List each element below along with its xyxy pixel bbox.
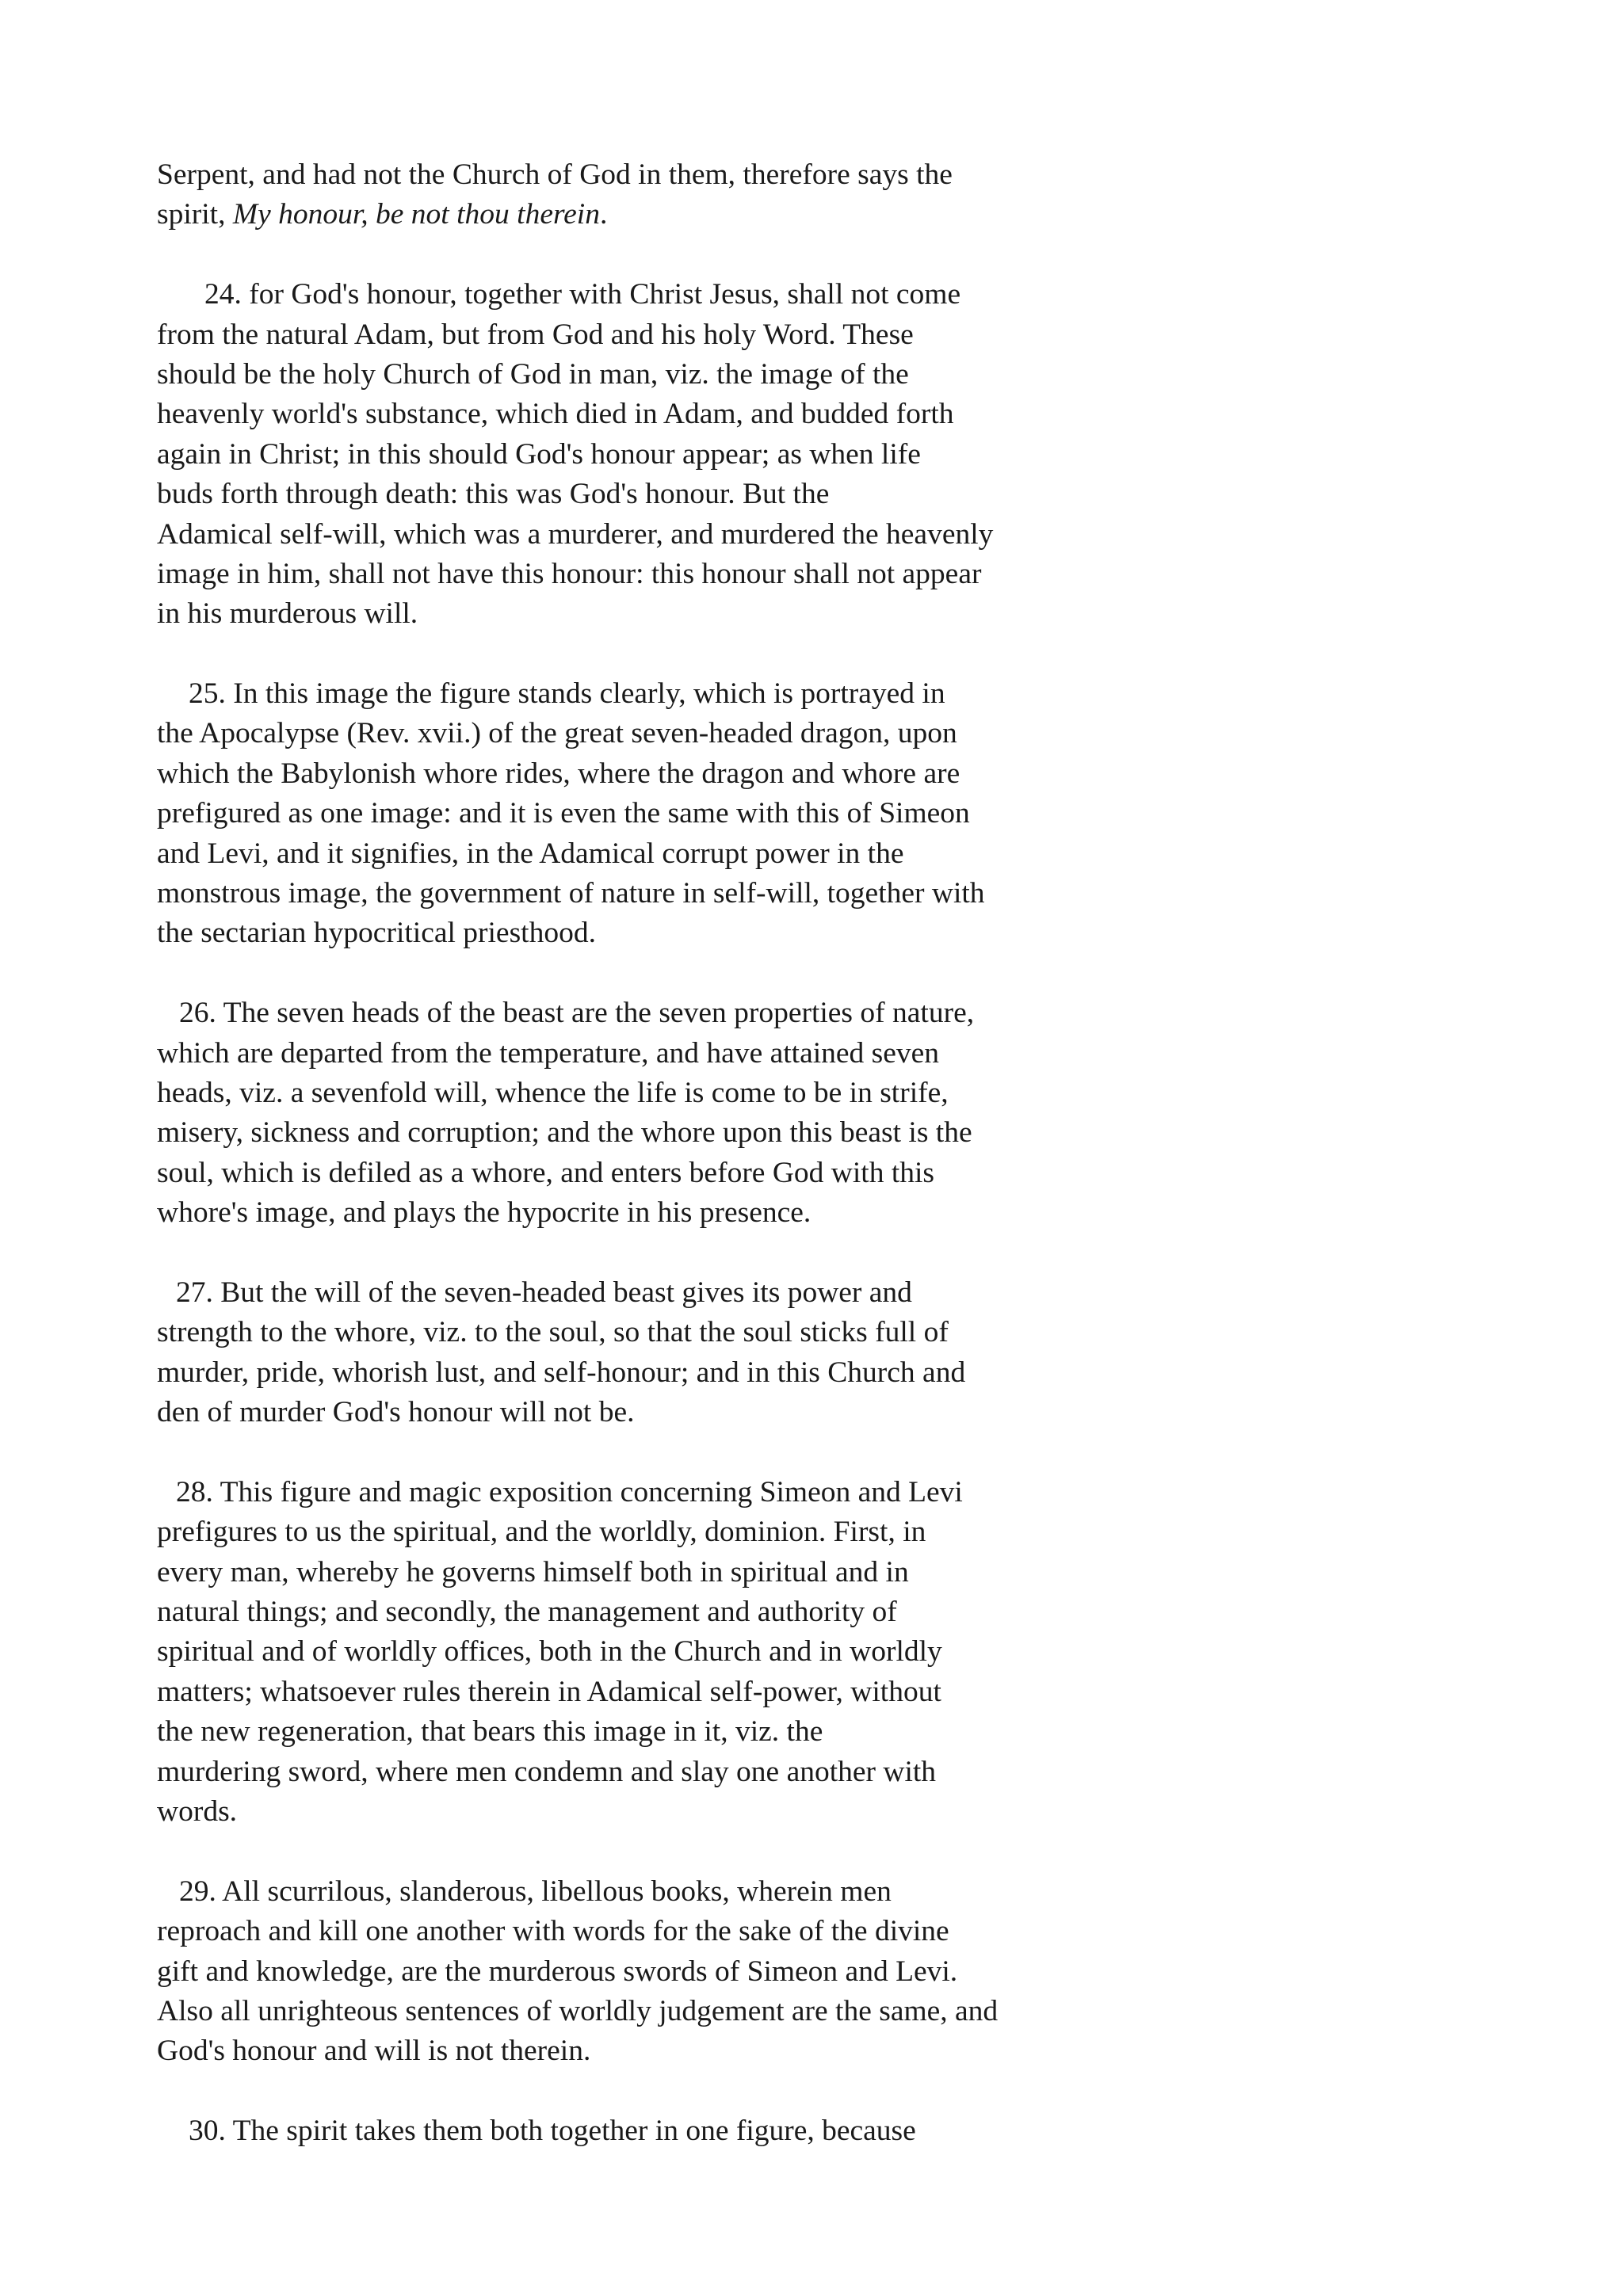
- text-line: buds forth through death: this was God's honour. But the: [157, 478, 830, 511]
- text-line: from the natural Adam, but from God and his holy Word. These: [157, 318, 914, 351]
- paragraph-23-continuation: [157, 155, 1132, 235]
- paragraph-25: [157, 674, 1132, 954]
- text-line: 30. The spirit takes them both together in one figure, because: [189, 2115, 916, 2148]
- text-line: spiritual and of worldly offices, both in the Church and in worldly: [157, 1635, 942, 1669]
- text-line: 24. for God's honour, together with Christ Jesus, shall not come: [204, 278, 961, 311]
- paragraph-29: [157, 1872, 1132, 2072]
- text-line: murdering sword, where men condemn and slay one another with: [157, 1755, 937, 1788]
- text-line: den of murder God's honour will not be.: [157, 1396, 635, 1429]
- text-line: 26. The seven heads of the beast are the seven properties of nature,: [179, 997, 975, 1030]
- text-line: monstrous image, the government of nature in self-will, together with: [157, 877, 985, 910]
- text-line: strength to the whore, viz. to the soul, so that the soul sticks full of: [157, 1316, 949, 1349]
- italic-quotation: My honour, be not thou therein: [232, 198, 600, 231]
- text-line: reproach and kill one another with words for the sake of the divine: [157, 1915, 949, 1948]
- text-line-lead: spirit,: [157, 198, 233, 231]
- text-line: heavenly world's substance, which died in Adam, and budded forth: [157, 398, 954, 431]
- text-line: words.: [157, 1795, 238, 1829]
- text-line-end: .: [599, 198, 608, 231]
- body-text: [157, 155, 1132, 2152]
- text-line: prefigured as one image: and it is even the same with this of Simeon: [157, 797, 970, 830]
- text-line: the Apocalypse (Rev. xvii.) of the great seven-headed dragon, upon: [157, 717, 957, 750]
- text-line: in his murderous will.: [157, 597, 418, 631]
- text-line: every man, whereby he governs himself both in spiritual and in: [157, 1555, 909, 1589]
- text-line: murder, pride, whorish lust, and self-honour; and in this Church and: [157, 1356, 966, 1389]
- text-line: the sectarian hypocritical priesthood.: [157, 917, 596, 950]
- text-line: 27. But the will of the seven-headed beast gives its power and: [176, 1276, 912, 1309]
- text-line: Also all unrighteous sentences of worldly judgement are the same, and: [157, 1994, 999, 2027]
- text-line: which are departed from the temperature, and have attained seven: [157, 1036, 940, 1070]
- text-line: misery, sickness and corruption; and the whore upon this beast is the: [157, 1116, 972, 1150]
- text-line: Adamical self-will, which was a murderer, and murdered the heavenly: [157, 517, 994, 551]
- text-line: which the Babylonish whore rides, where the dragon and whore are: [157, 757, 960, 790]
- text-line: again in Christ; in this should God's honour appear; as when life: [157, 437, 921, 471]
- text-line: [157, 195, 1132, 235]
- text-line: and Levi, and it signifies, in the Adamical corrupt power in the: [157, 837, 904, 870]
- paragraph-27: [157, 1273, 1132, 1433]
- text-line: 28. This figure and magic exposition concerning Simeon and Levi: [176, 1475, 963, 1508]
- text-line: heads, viz. a sevenfold will, whence the life is come to be in strife,: [157, 1076, 949, 1109]
- text-line: God's honour and will is not therein.: [157, 2035, 591, 2068]
- paragraph-26: [157, 994, 1132, 1233]
- text-line: soul, which is defiled as a whore, and enters before God with this: [157, 1156, 935, 1189]
- text-line: natural things; and secondly, the management and authority of: [157, 1596, 897, 1629]
- text-line: 29. All scurrilous, slanderous, libellous books, wherein men: [179, 1875, 892, 1908]
- text-line: Serpent, and had not the Church of God in them, therefore says the: [157, 158, 953, 191]
- text-line: the new regeneration, that bears this image in it, viz. the: [157, 1715, 823, 1749]
- text-line: should be the holy Church of God in man, viz. the image of the: [157, 357, 909, 391]
- paragraph-24: [157, 275, 1132, 635]
- text-line: image in him, shall not have this honour: this honour shall not appear: [157, 557, 982, 590]
- text-line: matters; whatsoever rules therein in Adamical self-power, without: [157, 1675, 941, 1708]
- text-line: 25. In this image the figure stands clearly, which is portrayed in: [189, 677, 945, 711]
- text-line: prefigures to us the spiritual, and the worldly, dominion. First, in: [157, 1516, 926, 1549]
- paragraph-30: [157, 2111, 1132, 2151]
- text-line: whore's image, and plays the hypocrite in his presence.: [157, 1196, 812, 1230]
- text-line: gift and knowledge, are the murderous swords of Simeon and Levi.: [157, 1955, 958, 1988]
- paragraph-28: [157, 1473, 1132, 1833]
